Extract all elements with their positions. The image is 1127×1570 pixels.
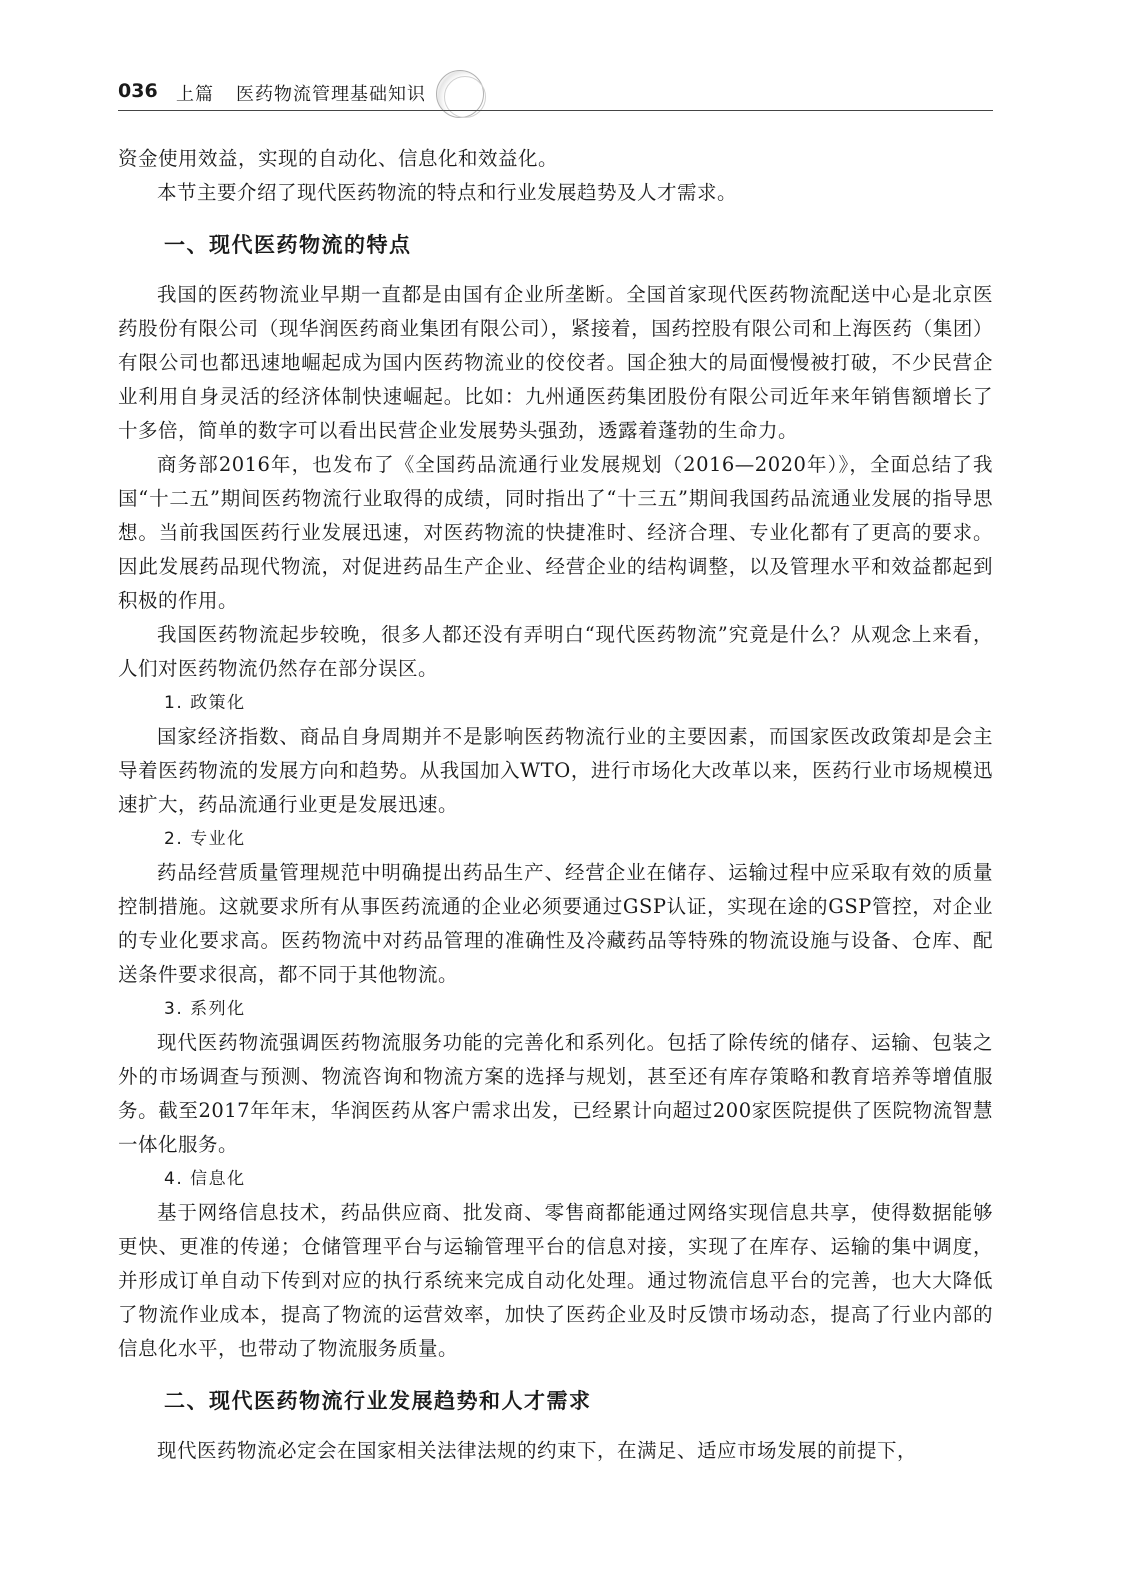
paragraph: 基于网络信息技术，药品供应商、批发商、零售商都能通过网络实现信息共享，使得数据能够更快、更准的传递；仓储管理平台与运输管理平台的信息对接，实现了在库存、运输的集中调度，并形成订单自动下传到对应的执行系统来完成自动化处理。通过物流信息平台的完善，也大大降低了物流作业成本，提高了物流的运营效率，加快了医药企业及时反馈市场动态，提高了行业内部的信息化水平，也带动了物流服务质量。 [118,1201,993,1360]
paragraph: 现代医药物流强调医药物流服务功能的完善化和系列化。包括了除传统的储存、运输、包装之外的市场调查与预测、物流咨询和物流方案的选择与规划，甚至还有库存策略和教育培养等增值服务。截至2017年年末，华润医药从客户需求出发，已经累计向超过200家医院提供了医院物流智慧一体化服务。 [118,1031,993,1156]
circle-ornament-ring-icon [444,76,486,118]
paragraph: 现代医药物流必定会在国家相关法律法规的约束下，在满足、适应市场发展的前提下， [157,1439,918,1462]
paragraph: 本节主要介绍了现代医药物流的特点和行业发展趋势及人才需求。 [157,181,738,204]
page-header [118,78,993,112]
paragraph: 药品经营质量管理规范中明确提出药品生产、经营企业在储存、运输过程中应采取有效的质量控制措施。这就要求所有从事医药流通的企业必须要通过GSP认证，实现在途的GSP管控，对企业的专业化要求高。医药物流中对药品管理的准确性及冷藏药品等特殊的物流设施与设备、仓库、配送条件要求很高，都不同于其他物流。 [118,861,993,986]
subsection-heading: 3. 系列化 [164,999,246,1019]
section-heading: 一、现代医药物流的特点 [164,233,412,257]
paragraph: 我国医药物流起步较晚，很多人都还没有弄明白“现代医药物流”究竟是什么？从观念上来看，人们对医药物流仍然存在部分误区。 [118,623,993,680]
subsection-heading: 1. 政策化 [164,693,246,713]
page-body [118,142,993,1468]
page-number: 036 [118,80,158,102]
section-heading: 二、现代医药物流行业发展趋势和人才需求 [164,1389,592,1413]
subsection-heading: 4. 信息化 [164,1169,246,1189]
paragraph: 资金使用效益，实现的自动化、信息化和效益化。 [118,147,559,170]
paragraph: 商务部2016年，也发布了《全国药品流通行业发展规划（2016—2020年）》，全面总结了我国“十二五”期间医药物流行业取得的成绩，同时指出了“十三五”期间我国药品流通业发展的指导思想。当前我国医药行业发展迅速，对医药物流的快捷准时、经济合理、专业化都有了更高的要求。因此发展药品现代物流，对促进药品生产企业、经营企业的结构调整，以及管理水平和效益都起到积极的作用。 [118,453,993,612]
part-label: 上篇 [176,84,214,105]
header-rule [118,110,993,111]
subsection-heading: 2. 专业化 [164,829,246,849]
paragraph: 我国的医药物流业早期一直都是由国有企业所垄断。全国首家现代医药物流配送中心是北京医药股份有限公司（现华润医药商业集团有限公司），紧接着，国药控股有限公司和上海医药（集团）有限公司也都迅速地崛起成为国内医药物流业的佼佼者。国企独大的局面慢慢被打破，不少民营企业利用自身灵活的经济体制快速崛起。比如：九州通医药集团股份有限公司近年来年销售额增长了十多倍，简单的数字可以看出民营企业发展势头强劲，透露着蓬勃的生命力。 [118,283,993,442]
book-title: 医药物流管理基础知识 [236,84,426,105]
paragraph: 国家经济指数、商品自身周期并不是影响医药物流行业的主要因素，而国家医改政策却是会主导着医药物流的发展方向和趋势。从我国加入WTO，进行市场化大改革以来，医药行业市场规模迅速扩大，药品流通行业更是发展迅速。 [118,725,993,816]
